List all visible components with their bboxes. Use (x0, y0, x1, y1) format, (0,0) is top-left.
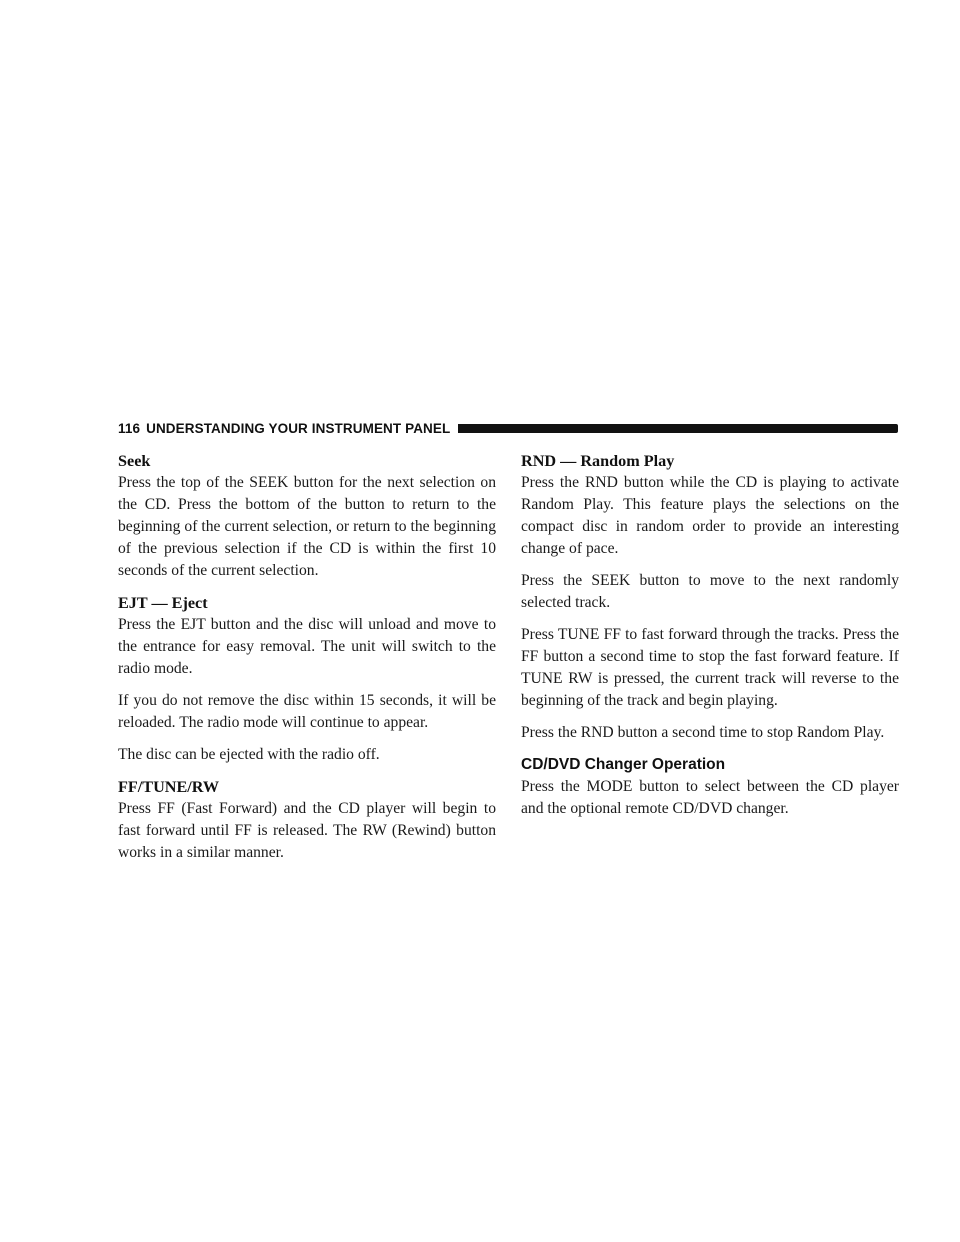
header-rule (458, 424, 898, 433)
eject-paragraph-1: Press the EJT button and the disc will unload and move to the entrance for easy removal. The unit will switch to the radio mode. (118, 616, 496, 677)
ff-tune-rw-heading: FF/TUNE/RW (118, 778, 220, 796)
random-play-paragraph-1: Press the RND button while the CD is playing to activate Random Play. This feature plays the selections on the compact disc in random order to provide an interesting change of pace. (521, 474, 899, 557)
random-play-paragraph-4: Press the RND button a second time to stop Random Play. (521, 724, 885, 741)
changer-section (521, 754, 899, 820)
changer-heading: CD/DVD Changer Operation (521, 756, 726, 773)
section-title: UNDERSTANDING YOUR INSTRUMENT PANEL (146, 420, 451, 436)
changer-paragraph: Press the MODE button to select between the CD player and the optional remote CD/DVD changer. (521, 778, 899, 817)
random-play-paragraph-3: Press TUNE FF to fast forward through the tracks. Press the FF button a second time to stop the fast forward feature. If TUNE RW is pressed, the current track will reverse to the beginning of the track and begin playing. (521, 626, 899, 709)
ff-tune-rw-section (118, 776, 496, 864)
eject-heading: EJT — Eject (118, 594, 208, 612)
eject-paragraph-3: The disc can be ejected with the radio off. (118, 746, 380, 763)
random-play-heading: RND — Random Play (521, 452, 675, 470)
random-play-section (521, 450, 899, 744)
page-number: 116 (118, 420, 141, 436)
eject-section (118, 592, 496, 766)
page-header (118, 419, 898, 437)
seek-paragraph: Press the top of the SEEK button for the next selection on the CD. Press the bottom of the button to return to the beginning of the current selection, or return to the beginning of the previous selection if the CD is within the first 10 seconds of the current selection. (118, 474, 496, 579)
eject-paragraph-2: If you do not remove the disc within 15 seconds, it will be reloaded. The radio mode will continue to appear. (118, 692, 496, 731)
ff-tune-rw-paragraph: Press FF (Fast Forward) and the CD player will begin to fast forward until FF is released. The RW (Rewind) button works in a similar manner. (118, 800, 496, 861)
left-column (118, 450, 496, 874)
random-play-paragraph-2: Press the SEEK button to move to the next randomly selected track. (521, 572, 899, 611)
seek-heading: Seek (118, 452, 151, 470)
seek-section (118, 450, 496, 582)
right-column (521, 450, 899, 830)
